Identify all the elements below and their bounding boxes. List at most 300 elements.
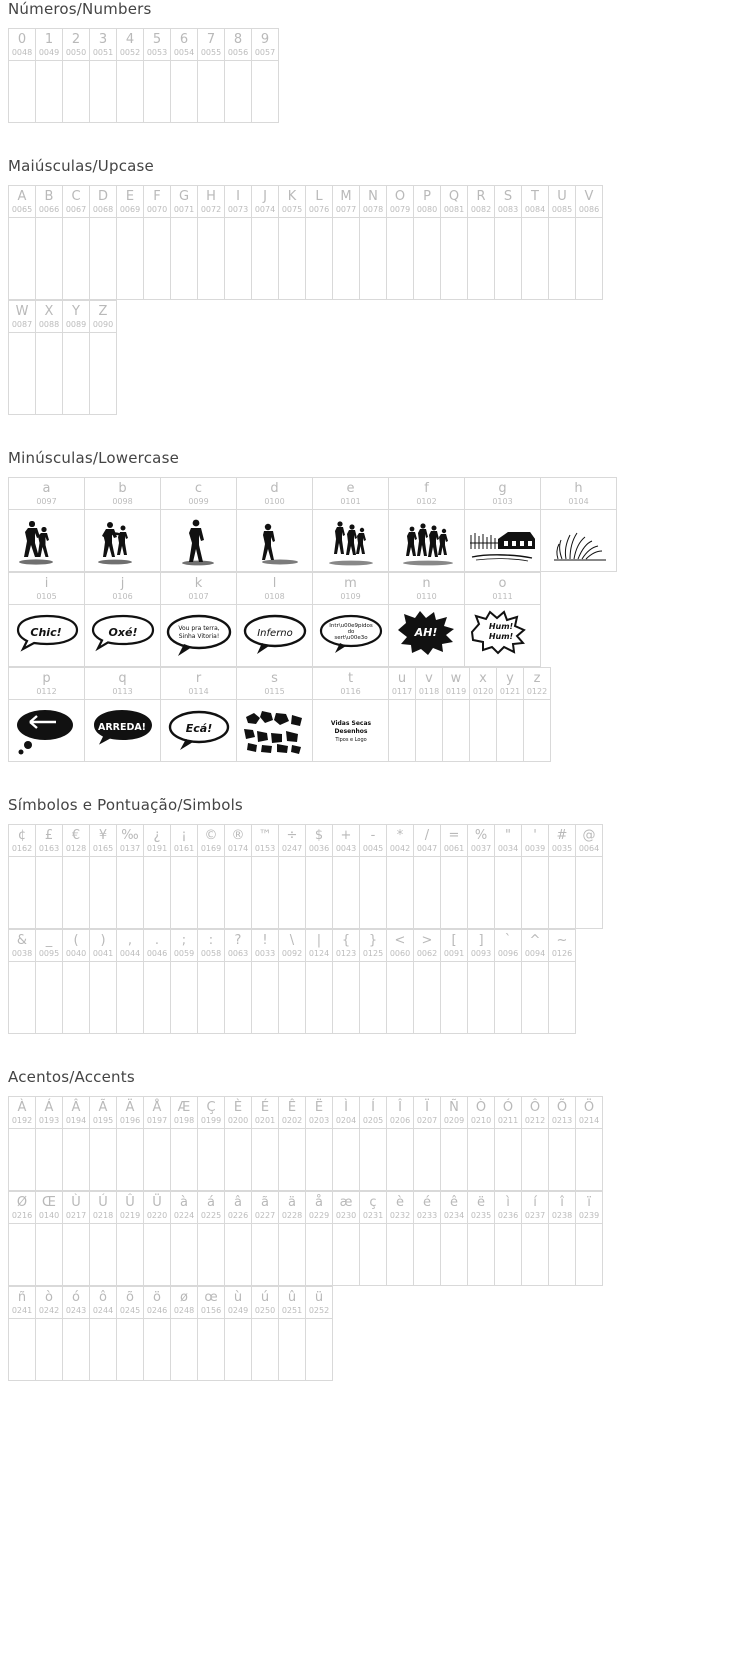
glyph-cell[interactable] [36, 301, 63, 333]
preview-cell [90, 857, 117, 929]
glyph-cell[interactable] [549, 825, 576, 857]
glyph-cell[interactable] [522, 930, 549, 962]
glyph-char: Å [152, 1100, 162, 1115]
glyph-char: Ç [206, 1100, 216, 1115]
preview-cell-burst-hum [465, 605, 541, 667]
glyph-cell[interactable] [468, 930, 495, 962]
preview-cell [9, 218, 36, 300]
glyph-cell[interactable] [495, 1192, 522, 1224]
glyph-cell[interactable] [522, 825, 549, 857]
glyph-cell[interactable] [333, 930, 360, 962]
glyph-cell[interactable] [465, 478, 541, 510]
glyph-code: 0070 [146, 205, 168, 214]
preview-cell [389, 700, 416, 762]
glyph-cell[interactable] [279, 825, 306, 857]
glyph-code: 0196 [119, 1116, 141, 1125]
glyph-cell[interactable] [198, 1097, 225, 1129]
glyph-cell[interactable] [414, 1192, 441, 1224]
glyph-char: j [120, 576, 125, 591]
glyph-char: " [505, 828, 511, 843]
preview-cell [522, 1129, 549, 1191]
glyph-cell[interactable] [9, 301, 36, 333]
glyph-cell[interactable] [85, 478, 161, 510]
preview-cell [576, 857, 603, 929]
glyph-char: ç [369, 1195, 377, 1210]
glyph-cell[interactable] [468, 1192, 495, 1224]
preview-row [8, 510, 617, 572]
glyph-code: 0101 [340, 497, 361, 506]
glyph-cell[interactable] [171, 1192, 198, 1224]
glyph-char: & [16, 933, 28, 948]
glyph-char: i [44, 576, 49, 591]
glyph-cell[interactable] [387, 825, 414, 857]
glyph-code: 0204 [335, 1116, 357, 1125]
glyph-cell[interactable] [198, 1192, 225, 1224]
glyph-code: 0206 [389, 1116, 411, 1125]
glyph-code: 0067 [65, 205, 87, 214]
preview-cell [171, 1129, 198, 1191]
preview-cell [360, 1129, 387, 1191]
glyph-cell[interactable] [117, 1192, 144, 1224]
preview-cell [9, 1224, 36, 1286]
preview-cell [279, 857, 306, 929]
glyph-cell[interactable] [576, 825, 603, 857]
glyph-code: 0126 [551, 949, 573, 958]
preview-cell [279, 1129, 306, 1191]
glyph-cell[interactable] [360, 825, 387, 857]
glyph-char: [ [451, 933, 457, 948]
glyph-cell[interactable] [306, 930, 333, 962]
glyph-cell[interactable] [144, 29, 171, 61]
glyph-cell[interactable] [414, 825, 441, 857]
glyph-cell[interactable] [360, 1192, 387, 1224]
glyph-cell[interactable] [63, 1192, 90, 1224]
glyph-cell[interactable] [576, 1097, 603, 1129]
glyph-cell[interactable] [522, 1097, 549, 1129]
glyph-char: d [270, 481, 279, 496]
glyph-cell[interactable] [90, 1287, 117, 1319]
glyph-cell[interactable] [63, 186, 90, 218]
glyph-cell[interactable] [63, 930, 90, 962]
glyph-cell[interactable] [171, 186, 198, 218]
glyph-char: e [346, 481, 355, 496]
glyph-cell[interactable] [549, 1192, 576, 1224]
glyph-cell[interactable] [161, 478, 237, 510]
glyph-cell[interactable] [90, 186, 117, 218]
glyph-cell[interactable] [90, 930, 117, 962]
glyph-code: 0203 [308, 1116, 330, 1125]
glyph-cell[interactable] [225, 1287, 252, 1319]
glyph-cell[interactable] [306, 186, 333, 218]
glyph-cell[interactable] [468, 1097, 495, 1129]
glyph-cell[interactable] [90, 29, 117, 61]
glyph-cell[interactable] [225, 29, 252, 61]
preview-cell [144, 857, 171, 929]
glyph-cell[interactable] [387, 1097, 414, 1129]
glyph-code: 0106 [112, 592, 133, 601]
glyph-cell[interactable] [144, 186, 171, 218]
glyph-char: { [341, 933, 351, 948]
glyph-code: 0073 [227, 205, 249, 214]
preview-cell [9, 61, 36, 123]
glyph-char: 5 [152, 32, 162, 47]
glyph-cell[interactable] [414, 186, 441, 218]
glyph-cell[interactable] [470, 668, 497, 700]
glyph-code: 0078 [362, 205, 384, 214]
glyph-cell[interactable] [252, 29, 279, 61]
glyph-code: 0045 [362, 844, 384, 853]
preview-cell [63, 1319, 90, 1381]
preview-cell [225, 1319, 252, 1381]
glyph-cell[interactable] [237, 668, 313, 700]
glyph-cell[interactable] [171, 930, 198, 962]
preview-cell [306, 1129, 333, 1191]
glyph-cell[interactable] [198, 930, 225, 962]
glyph-cell[interactable] [387, 186, 414, 218]
glyph-cell[interactable] [9, 478, 85, 510]
glyph-code: 0200 [227, 1116, 249, 1125]
glyph-cell[interactable] [36, 29, 63, 61]
svg-text:Vou pra terra,: Vou pra terra, [177, 624, 220, 632]
glyph-char: ¥ [98, 828, 108, 843]
glyph-cell[interactable] [387, 1192, 414, 1224]
glyph-char: < [394, 933, 406, 948]
glyph-char: 6 [179, 32, 189, 47]
glyph-cell[interactable] [313, 573, 389, 605]
glyph-char: ú [260, 1290, 270, 1305]
preview-cell [36, 962, 63, 1034]
glyph-cell[interactable] [144, 930, 171, 962]
preview-cell [144, 61, 171, 123]
glyph-cell[interactable] [171, 29, 198, 61]
glyph-cell[interactable] [9, 825, 36, 857]
glyph-cell[interactable] [495, 825, 522, 857]
glyph-char: T [531, 189, 539, 204]
glyph-cell[interactable] [171, 825, 198, 857]
glyph-code: 0037 [470, 844, 492, 853]
section-title-lowercase: Minúsculas/Lowercase [8, 449, 180, 467]
preview-cell-crowd-silhouette [389, 510, 465, 572]
glyph-cell[interactable] [389, 478, 465, 510]
preview-cell [90, 61, 117, 123]
glyph-cell[interactable] [360, 186, 387, 218]
glyph-cell[interactable] [441, 930, 468, 962]
glyph-cell[interactable] [441, 1097, 468, 1129]
glyph-cell[interactable] [225, 1192, 252, 1224]
glyph-cell[interactable] [279, 1192, 306, 1224]
glyph-char: ? [234, 933, 242, 948]
glyph-cell[interactable] [117, 29, 144, 61]
glyph-cell[interactable] [144, 825, 171, 857]
preview-cell-balloon-small-text [313, 605, 389, 667]
glyph-cell[interactable] [90, 1192, 117, 1224]
preview-cell [198, 857, 225, 929]
glyph-code: 0112 [36, 687, 57, 696]
glyph-char: Î [398, 1100, 402, 1115]
glyph-cell[interactable] [279, 1097, 306, 1129]
glyph-cell[interactable] [279, 1287, 306, 1319]
glyph-code: 0238 [551, 1211, 573, 1220]
glyph-cell[interactable] [171, 1287, 198, 1319]
glyph-cell[interactable] [333, 825, 360, 857]
glyph-cell[interactable] [9, 1192, 36, 1224]
glyph-code: 0061 [443, 844, 465, 853]
glyph-cell[interactable] [306, 1097, 333, 1129]
glyph-char: ™ [258, 828, 272, 843]
glyph-cell[interactable] [252, 930, 279, 962]
glyph-cell[interactable] [306, 1192, 333, 1224]
glyph-code: 0245 [119, 1306, 141, 1315]
glyph-char: Í [371, 1100, 375, 1115]
balloon-text: Ecá! [185, 721, 212, 735]
glyph-cell[interactable] [252, 186, 279, 218]
glyph-cell[interactable] [576, 186, 603, 218]
glyph-cell[interactable] [90, 1097, 117, 1129]
glyph-char: Ã [98, 1100, 108, 1115]
glyph-char: Ê [287, 1100, 297, 1115]
preview-cell-bush-sketch [541, 510, 617, 572]
glyph-code: 0034 [497, 844, 519, 853]
glyph-cell[interactable] [541, 478, 617, 510]
glyph-cell[interactable] [36, 186, 63, 218]
preview-cell [495, 857, 522, 929]
glyph-char: q [118, 671, 127, 686]
glyph-code: 0123 [335, 949, 357, 958]
preview-cell [468, 218, 495, 300]
glyph-cell[interactable] [549, 1097, 576, 1129]
glyph-cell[interactable] [360, 1097, 387, 1129]
preview-cell [443, 700, 470, 762]
glyph-cell[interactable] [90, 301, 117, 333]
glyph-cell[interactable] [117, 1287, 144, 1319]
glyph-cell[interactable] [313, 668, 389, 700]
glyph-cell[interactable] [237, 573, 313, 605]
glyph-cell[interactable] [279, 930, 306, 962]
glyph-cell[interactable] [36, 1097, 63, 1129]
glyph-cell[interactable] [198, 186, 225, 218]
glyph-char: z [533, 671, 541, 686]
glyph-cell[interactable] [90, 825, 117, 857]
glyph-char: Ô [529, 1100, 541, 1115]
glyph-char: W [15, 304, 29, 319]
preview-cell [414, 1224, 441, 1286]
glyph-code: 0033 [254, 949, 276, 958]
glyph-cell[interactable] [117, 930, 144, 962]
glyph-cell[interactable] [549, 186, 576, 218]
glyph-char: F [153, 189, 161, 204]
glyph-row [8, 572, 541, 605]
glyph-cell[interactable] [36, 1192, 63, 1224]
glyph-cell[interactable] [198, 1287, 225, 1319]
glyph-cell[interactable] [63, 301, 90, 333]
glyph-char: Q [448, 189, 460, 204]
glyph-cell[interactable] [495, 1097, 522, 1129]
glyph-code: 0217 [65, 1211, 87, 1220]
glyph-cell[interactable] [9, 29, 36, 61]
preview-cell [171, 1224, 198, 1286]
glyph-code: 0096 [497, 949, 519, 958]
glyph-cell[interactable] [279, 186, 306, 218]
glyph-cell[interactable] [225, 186, 252, 218]
glyph-cell[interactable] [252, 1192, 279, 1224]
glyph-cell[interactable] [441, 186, 468, 218]
glyph-char: ! [262, 933, 268, 948]
glyph-cell[interactable] [36, 1287, 63, 1319]
glyph-cell[interactable] [36, 825, 63, 857]
glyph-char: l [272, 576, 277, 591]
preview-cell [144, 1319, 171, 1381]
glyph-row [8, 477, 617, 510]
glyph-cell[interactable] [495, 930, 522, 962]
glyph-cell[interactable] [225, 930, 252, 962]
glyph-cell[interactable] [85, 668, 161, 700]
glyph-cell[interactable] [389, 668, 416, 700]
glyph-cell[interactable] [495, 186, 522, 218]
glyph-cell[interactable] [36, 930, 63, 962]
glyph-cell[interactable] [387, 930, 414, 962]
glyph-char: p [42, 671, 51, 686]
preview-cell [441, 962, 468, 1034]
preview-cell [225, 218, 252, 300]
glyph-cell[interactable] [522, 1192, 549, 1224]
glyph-code: 0075 [281, 205, 303, 214]
glyph-cell[interactable] [237, 478, 313, 510]
glyph-char: D [97, 189, 108, 204]
glyph-char: U [557, 189, 567, 204]
glyph-code: 0237 [524, 1211, 546, 1220]
preview-row [8, 218, 603, 300]
glyph-cell[interactable] [497, 668, 524, 700]
svg-text:Sinha Vitoria!: Sinha Vitoria! [178, 632, 219, 640]
glyph-cell[interactable] [252, 825, 279, 857]
glyph-cell[interactable] [443, 668, 470, 700]
glyph-cell[interactable] [9, 930, 36, 962]
glyph-cell[interactable] [144, 1192, 171, 1224]
glyph-code: 0047 [416, 844, 438, 853]
glyph-char: X [44, 304, 54, 319]
glyph-code: 0086 [578, 205, 600, 214]
glyph-cell[interactable] [576, 1192, 603, 1224]
glyph-char: À [17, 1100, 27, 1115]
glyph-cell[interactable] [441, 1192, 468, 1224]
glyph-code: 0118 [418, 687, 440, 696]
glyph-cell[interactable] [9, 668, 85, 700]
glyph-code: 0230 [335, 1211, 357, 1220]
preview-cell [63, 333, 90, 415]
glyph-char: k [194, 576, 203, 591]
glyph-char: Ñ [449, 1100, 459, 1115]
glyph-code: 0162 [11, 844, 33, 853]
glyph-cell[interactable] [522, 186, 549, 218]
glyph-cell[interactable] [252, 1097, 279, 1129]
glyph-cell[interactable] [63, 1097, 90, 1129]
glyph-cell[interactable] [63, 29, 90, 61]
glyph-code: 0051 [92, 48, 114, 57]
glyph-code: 0250 [254, 1306, 276, 1315]
section-title-numbers: Números/Numbers [8, 0, 152, 18]
glyph-cell[interactable] [225, 825, 252, 857]
glyph-code: 0120 [472, 687, 494, 696]
glyph-cell[interactable] [333, 186, 360, 218]
glyph-cell[interactable] [306, 1287, 333, 1319]
glyph-cell[interactable] [414, 1097, 441, 1129]
glyph-cell[interactable] [468, 825, 495, 857]
glyph-cell[interactable] [117, 1097, 144, 1129]
glyph-cell[interactable] [144, 1097, 171, 1129]
balloon-text: Chic! [29, 625, 62, 639]
glyph-cell[interactable] [441, 825, 468, 857]
glyph-cell[interactable] [9, 1287, 36, 1319]
preview-cell [279, 1224, 306, 1286]
preview-row [8, 1129, 603, 1191]
glyph-char: ñ [17, 1290, 27, 1305]
preview-cell [470, 700, 497, 762]
preview-cell-people-walking [9, 510, 85, 572]
glyph-cell[interactable] [161, 668, 237, 700]
glyph-cell[interactable] [161, 573, 237, 605]
glyph-char: Ä [125, 1100, 135, 1115]
glyph-char: 8 [233, 32, 243, 47]
glyph-row [8, 1286, 333, 1319]
glyph-cell[interactable] [9, 186, 36, 218]
glyph-cell[interactable] [389, 573, 465, 605]
preview-cell [144, 962, 171, 1034]
preview-row [8, 605, 541, 667]
glyph-cell[interactable] [313, 478, 389, 510]
glyph-cell[interactable] [63, 825, 90, 857]
glyph-code: 0059 [173, 949, 195, 958]
glyph-cell[interactable] [63, 1287, 90, 1319]
glyph-cell[interactable] [465, 573, 541, 605]
glyph-cell[interactable] [306, 825, 333, 857]
glyph-char: ® [231, 828, 245, 843]
glyph-code: 0103 [492, 497, 513, 506]
glyph-cell[interactable] [9, 573, 85, 605]
glyph-cell[interactable] [252, 1287, 279, 1319]
glyph-char: ; [181, 933, 187, 948]
glyph-cell[interactable] [333, 1192, 360, 1224]
glyph-cell[interactable] [524, 668, 551, 700]
svg-text:Hum!: Hum! [488, 621, 513, 631]
glyph-cell[interactable] [198, 825, 225, 857]
glyph-code: 0153 [254, 844, 276, 853]
glyph-cell[interactable] [333, 1097, 360, 1129]
glyph-cell[interactable] [117, 186, 144, 218]
glyph-char: w [450, 671, 462, 686]
glyph-cell[interactable] [225, 1097, 252, 1129]
glyph-cell[interactable] [117, 825, 144, 857]
glyph-cell[interactable] [198, 29, 225, 61]
glyph-code: 0079 [389, 205, 411, 214]
glyph-cell[interactable] [360, 930, 387, 962]
glyph-char: V [584, 189, 594, 204]
glyph-cell[interactable] [144, 1287, 171, 1319]
glyph-char: } [368, 933, 378, 948]
preview-cell [468, 962, 495, 1034]
preview-cell [36, 1224, 63, 1286]
glyph-cell[interactable] [416, 668, 443, 700]
glyph-cell[interactable] [85, 573, 161, 605]
glyph-cell[interactable] [549, 930, 576, 962]
glyph-char: ] [478, 933, 484, 948]
glyph-cell[interactable] [171, 1097, 198, 1129]
glyph-cell[interactable] [414, 930, 441, 962]
glyph-code: 0087 [11, 320, 33, 329]
glyph-cell[interactable] [468, 186, 495, 218]
glyph-cell[interactable] [9, 1097, 36, 1129]
glyph-row [8, 185, 603, 218]
preview-cell [36, 218, 63, 300]
